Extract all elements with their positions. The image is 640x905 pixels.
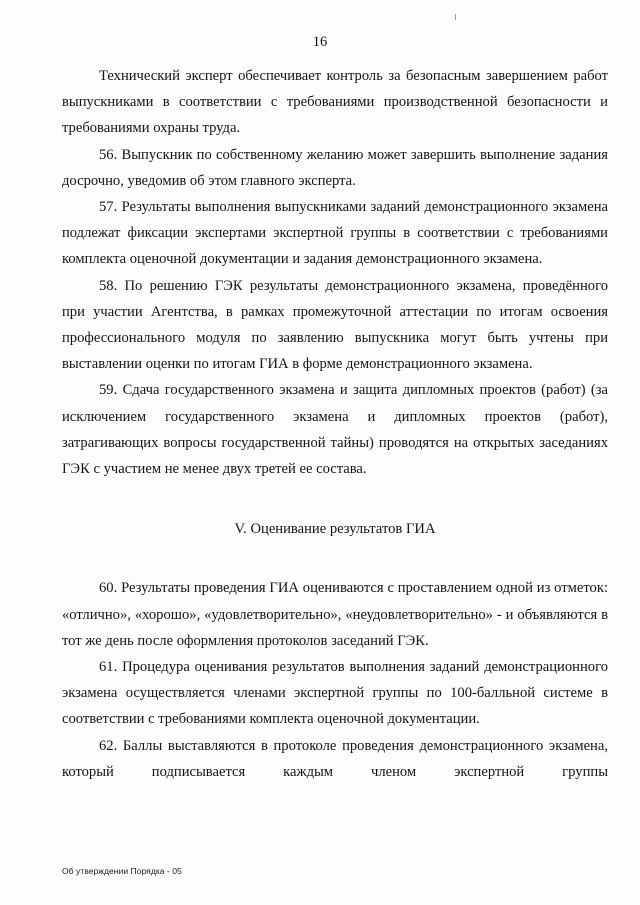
scan-mark <box>455 14 456 20</box>
document-body <box>62 63 608 785</box>
paragraph-60: 60. Результаты проведения ГИА оцениваются с проставлением одной из отметок: «отлично», «хорошо», «удовлетворительно», «неудовлетворительно» - и объявляются в тот же день после оформления протоколов заседаний ГЭК. <box>62 580 608 649</box>
paragraph-57: 57. Результаты выполнения выпускниками заданий демонстрационного экзамена подлежат фиксации экспертами экспертной группы в соответствии с требованиями комплекта оценочной документации и задания демонстрационного экзамена. <box>62 199 608 268</box>
paragraph-59: 59. Сдача государственного экзамена и защита дипломных проектов (работ) (за исключением государственного экзамена и дипломных проектов (работ), затрагивающих вопросы государственной тайны) проводятся на открытых заседаниях ГЭК с участием не менее двух третей ее состава. <box>62 382 608 478</box>
paragraph-58: 58. По решению ГЭК результаты демонстрационного экзамена, проведённого при участии Агентства, в рамках промежуточной аттестации по итогам освоения профессионального модуля по заявлению выпускника могут быть учтены при выставлении оценки по итогам ГИА в форме демонстрационного экзамена. <box>62 277 608 373</box>
page-number: 16 <box>312 34 328 50</box>
footer-note: Об утверждении Порядка - 05 <box>62 866 182 876</box>
paragraph-56: 56. Выпускник по собственному желанию может завершить выполнение задания досрочно, уведомив об этом главного эксперта. <box>62 146 608 189</box>
paragraph-61: 61. Процедура оценивания результатов выполнения заданий демонстрационного экзамена осуществляется членами экспертной группы по 100-балльной системе в соответствии с требованиями комплекта оценочной документации. <box>62 659 608 728</box>
section-heading: V. Оценивание результатов ГИА <box>234 521 436 538</box>
paragraph-62: 62. Баллы выставляются в протоколе проведения демонстрационного экзамена, который подписывается каждым членом экспертной группы <box>62 737 608 780</box>
paragraph-technical-expert: Технический эксперт обеспечивает контроль за безопасным завершением работ выпускниками в соответствии с требованиями производственной безопасности и требованиями охраны труда. <box>62 68 608 137</box>
